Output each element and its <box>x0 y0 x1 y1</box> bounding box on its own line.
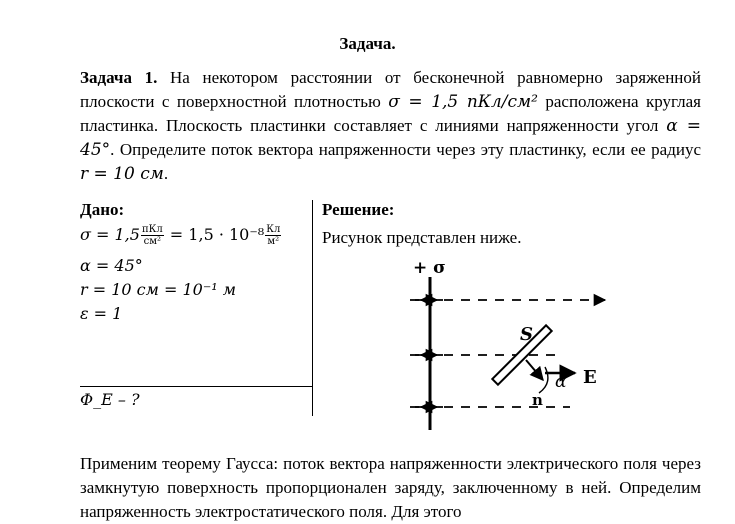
given-separator <box>80 386 312 387</box>
e-label: E <box>583 367 597 388</box>
frac2-denominator: м² <box>267 236 280 247</box>
frac2-numerator: Кл <box>266 224 281 235</box>
given-sigma-mid: = 1,5 · 10⁻⁸ <box>164 225 265 244</box>
given-sigma <box>80 224 282 247</box>
given-epsilon: ε = 1 <box>80 304 123 323</box>
task-statement <box>80 66 701 186</box>
alpha-expression: α = 45° <box>80 116 701 160</box>
task-label: Задача 1. <box>80 68 158 87</box>
given-radius: r = 10 см = 10⁻¹ м <box>80 280 237 299</box>
task-text-3: . Определите поток вектора напряженности через эту пластинку, если ее радиус <box>110 140 701 159</box>
sigma-expression: σ = 1,5 пКл/см² <box>388 92 538 112</box>
frac1-numerator: пКл <box>141 224 163 235</box>
given-sigma-fraction-1 <box>141 224 164 247</box>
plus-sigma-label: + σ <box>413 258 446 278</box>
normal-vector <box>526 360 543 380</box>
given-column <box>80 200 313 416</box>
solution-intro: Рисунок представлен ниже. <box>322 228 522 247</box>
bottom-paragraph: Применим теорему Гаусса: поток вектора напряженности электрического поля через замкнутую поверхность пропорционален заряду, заключенному в ней. Определим напряженность электростатического поля. Для этого <box>80 454 701 521</box>
given-alpha: α = 45° <box>80 256 143 275</box>
given-sigma-left: σ = 1,5 <box>80 225 140 244</box>
find-quantity: Φ_E – ? <box>80 390 140 409</box>
s-label: S <box>520 324 533 345</box>
given-title: Дано: <box>80 200 125 219</box>
alpha-label: α <box>555 372 567 392</box>
task-text-4: . <box>163 164 169 183</box>
page-title: Задача. <box>339 34 396 53</box>
frac1-denominator: см² <box>143 236 162 247</box>
solution-title: Решение: <box>322 200 395 219</box>
n-label: n <box>532 391 543 409</box>
given-sigma-fraction-2 <box>265 224 281 247</box>
angle-arc <box>539 367 548 393</box>
field-figure <box>395 255 615 435</box>
task-text-1: На некотором расстоянии от бесконечной равномерно заряженной плоскости с поверхностной плотностью <box>80 68 701 111</box>
radius-expression: r = 10 см <box>80 164 164 184</box>
task-text-2: расположена круглая пластинка. Плоскость пластинки составляет с линиями напряженности угол <box>80 92 702 135</box>
